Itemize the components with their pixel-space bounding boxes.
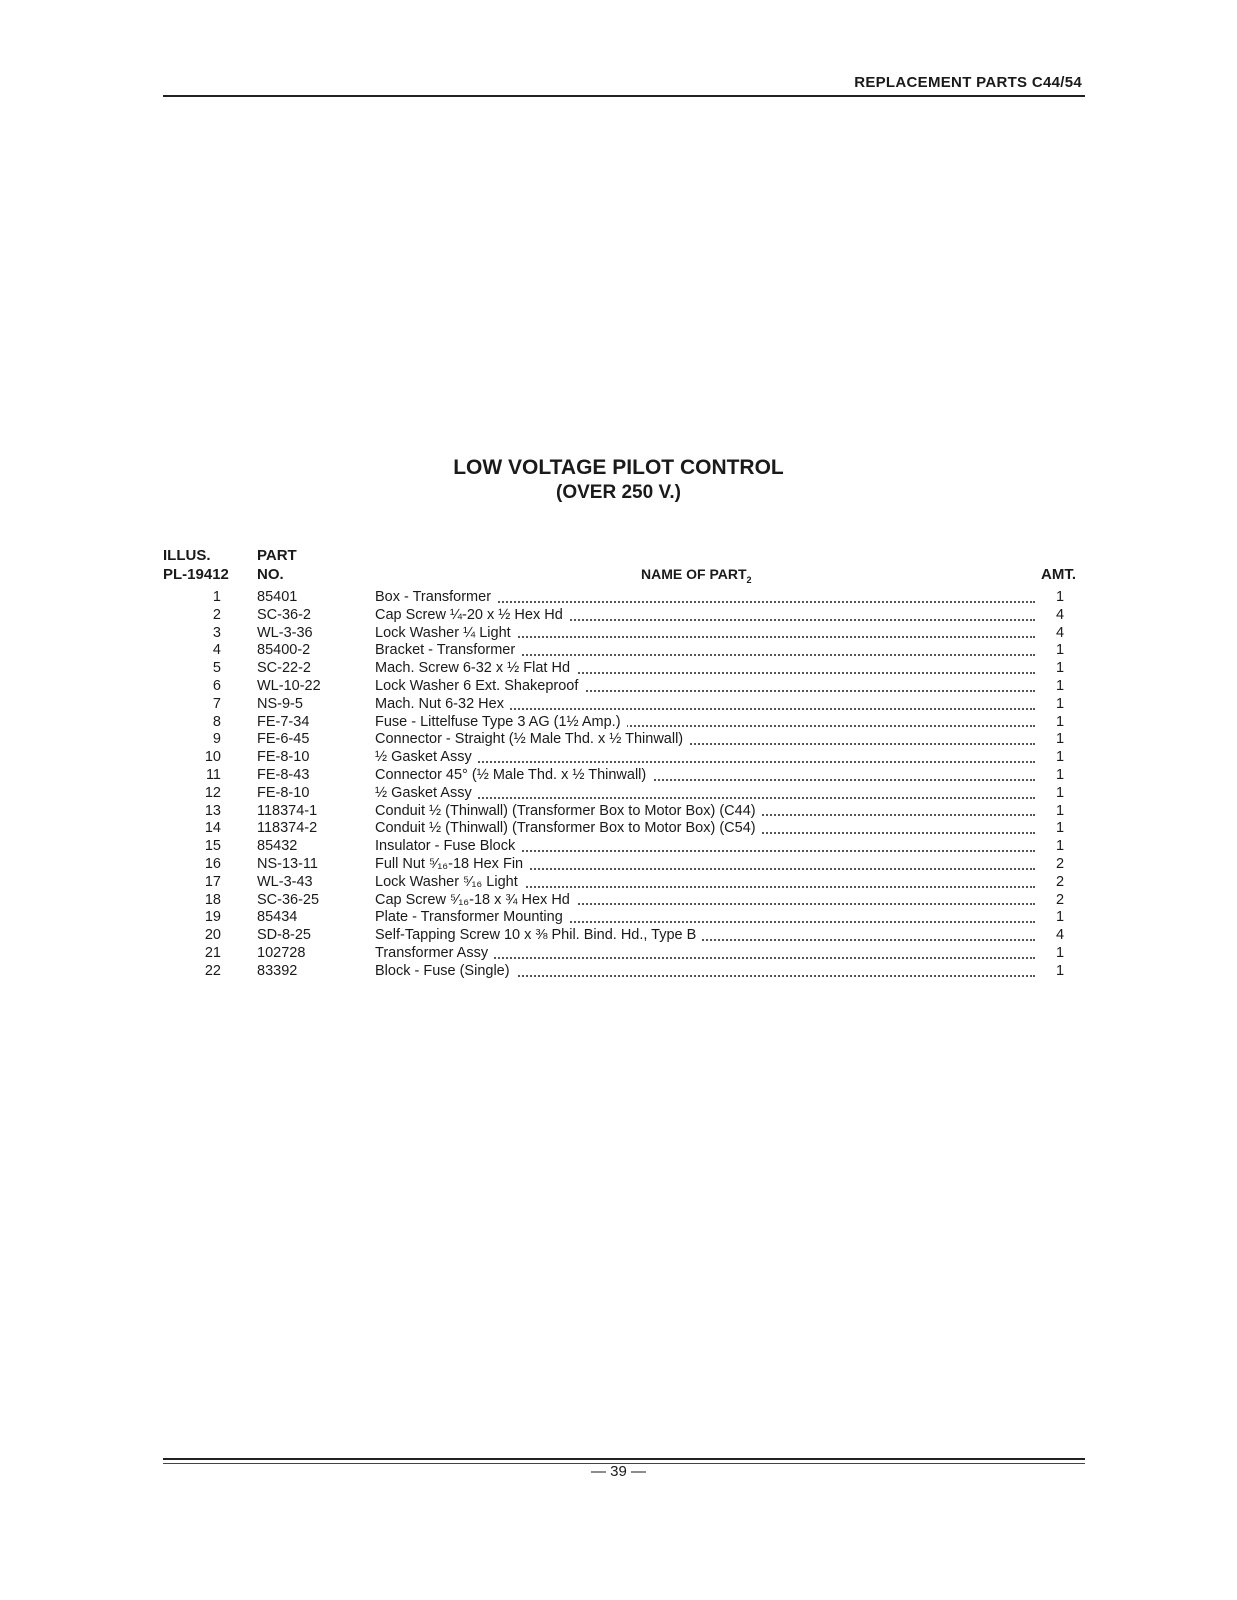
part-number: WL-3-43	[257, 873, 313, 890]
part-number: 85434	[257, 909, 298, 926]
illus-number: 5	[212, 660, 221, 677]
table-row	[0, 589, 1237, 607]
part-name	[375, 856, 1035, 874]
illus-number: 1	[212, 589, 221, 605]
part-amount: 1	[1055, 820, 1065, 837]
part-name-text: Connector - Straight (½ Male Thd. x ½ Thinwall)	[375, 731, 689, 747]
part-name	[375, 714, 1035, 732]
part-number: 102728	[257, 944, 306, 961]
part-name	[375, 678, 1035, 696]
section-title: LOW VOLTAGE PILOT CONTROL	[453, 456, 784, 479]
table-row	[0, 820, 1237, 838]
page-header-title: REPLACEMENT PARTS C44/54	[854, 74, 1082, 91]
part-name	[375, 963, 1035, 981]
part-name-text: Mach. Nut 6-32 Hex	[375, 696, 510, 712]
table-row	[0, 660, 1237, 678]
part-number: WL-10-22	[257, 677, 321, 694]
illus-number: 18	[204, 891, 221, 908]
part-name	[375, 642, 1035, 660]
part-name	[375, 909, 1035, 927]
illus-number: 14	[204, 820, 221, 837]
illus-number: 2	[212, 606, 221, 623]
part-amount: 1	[1055, 944, 1065, 961]
part-name-text: Plate - Transformer Mounting	[375, 909, 569, 925]
part-amount: 1	[1055, 909, 1065, 926]
table-row	[0, 856, 1237, 874]
part-name-text: Self-Tapping Screw 10 x ⅜ Phil. Bind. Hd., Type B	[375, 927, 702, 943]
illus-number: 21	[204, 944, 221, 961]
amount-header: AMT.	[1041, 566, 1076, 583]
part-amount: 2	[1055, 873, 1065, 890]
part-name-text: Fuse - Littelfuse Type 3 AG (1½ Amp.)	[375, 714, 627, 730]
part-name	[375, 927, 1035, 945]
part-name	[375, 607, 1035, 625]
table-row	[0, 607, 1237, 625]
part-no-header-line1: PART	[257, 547, 297, 564]
part-number: FE-8-43	[257, 766, 310, 783]
part-amount: 1	[1055, 749, 1065, 766]
part-amount: 4	[1055, 927, 1065, 944]
part-name	[375, 874, 1035, 892]
illus-header-line2: PL-19412	[163, 566, 229, 583]
illus-number: 19	[204, 909, 221, 926]
part-amount: 1	[1055, 677, 1065, 694]
part-amount: 1	[1055, 838, 1065, 855]
part-number: 118374-1	[257, 802, 318, 819]
part-number: 118374-2	[257, 820, 318, 837]
header-rule	[163, 95, 1085, 97]
table-row	[0, 625, 1237, 643]
part-number: WL-3-36	[257, 624, 313, 641]
table-row	[0, 731, 1237, 749]
part-name-text: ½ Gasket Assy	[375, 785, 478, 801]
table-row	[0, 874, 1237, 892]
part-number: FE-7-34	[257, 713, 310, 730]
part-number: 85432	[257, 838, 298, 855]
part-name	[375, 838, 1035, 856]
part-name-text: Mach. Screw 6-32 x ½ Flat Hd	[375, 660, 576, 676]
part-name-text: Block - Fuse (Single)	[375, 963, 516, 979]
illus-number: 13	[204, 802, 221, 819]
illus-number: 12	[204, 784, 221, 801]
part-name	[375, 589, 1035, 607]
part-name-text: Lock Washer 6 Ext. Shakeproof	[375, 678, 584, 694]
part-name	[375, 945, 1035, 963]
part-name-text: Conduit ½ (Thinwall) (Transformer Box to Motor Box) (C54)	[375, 820, 762, 836]
part-name	[375, 892, 1035, 910]
table-row	[0, 785, 1237, 803]
illus-number: 10	[204, 749, 221, 766]
table-row	[0, 642, 1237, 660]
part-name	[375, 767, 1035, 785]
illus-number: 9	[212, 731, 221, 748]
part-amount: 1	[1055, 695, 1065, 712]
illus-number: 17	[204, 873, 221, 890]
part-name	[375, 731, 1035, 749]
table-row	[0, 714, 1237, 732]
part-name-text: Transformer Assy	[375, 945, 494, 961]
part-amount: 2	[1055, 891, 1065, 908]
illus-number: 20	[204, 927, 221, 944]
illus-number: 16	[204, 855, 221, 872]
illus-number: 4	[212, 642, 221, 659]
part-name-text: Box - Transformer	[375, 589, 497, 605]
part-name-text: Connector 45° (½ Male Thd. x ½ Thinwall)	[375, 767, 652, 783]
part-amount: 4	[1055, 606, 1065, 623]
table-row	[0, 945, 1237, 963]
part-number: NS-13-11	[257, 855, 318, 872]
illus-number: 15	[204, 838, 221, 855]
part-name-text: Full Nut ⁵⁄₁₆-18 Hex Fin	[375, 856, 529, 872]
part-amount: 1	[1055, 784, 1065, 801]
table-row	[0, 803, 1237, 821]
table-row	[0, 927, 1237, 945]
table-row	[0, 909, 1237, 927]
part-number: SD-8-25	[257, 927, 311, 944]
part-name-text: Cap Screw ¼-20 x ½ Hex Hd	[375, 607, 569, 623]
illus-number: 6	[212, 677, 221, 694]
footer-rule	[163, 1458, 1085, 1460]
part-name-text: Conduit ½ (Thinwall) (Transformer Box to Motor Box) (C44)	[375, 803, 762, 819]
part-amount: 1	[1055, 713, 1065, 730]
table-row	[0, 678, 1237, 696]
part-name	[375, 820, 1035, 838]
part-name	[375, 625, 1035, 643]
table-row	[0, 696, 1237, 714]
part-name-text: Lock Washer ⁵⁄₁₆ Light	[375, 874, 524, 890]
part-number: SC-36-2	[257, 606, 311, 623]
part-amount: 1	[1055, 766, 1065, 783]
name-of-part-header: NAME OF $PART_2$	[641, 566, 752, 585]
illus-number: 7	[212, 695, 221, 712]
part-number: NS-9-5	[257, 695, 303, 712]
part-number: 83392	[257, 962, 298, 979]
illus-number: 3	[212, 624, 221, 641]
part-name-text: Bracket - Transformer	[375, 642, 521, 658]
part-name-text: Insulator - Fuse Block	[375, 838, 521, 854]
part-amount: 1	[1055, 731, 1065, 748]
illus-header-line1: ILLUS.	[163, 547, 211, 564]
section-subtitle: (OVER 250 V.)	[556, 482, 681, 503]
parts-list	[0, 589, 1237, 981]
part-name	[375, 785, 1035, 803]
page-number: — 39 —	[590, 1463, 647, 1480]
table-row	[0, 767, 1237, 785]
part-name-text: Lock Washer ¼ Light	[375, 625, 517, 641]
part-amount: 1	[1055, 642, 1065, 659]
part-amount: 1	[1055, 962, 1065, 979]
part-name	[375, 749, 1035, 767]
illus-number: 11	[205, 766, 221, 783]
part-name	[375, 696, 1035, 714]
part-number: SC-36-25	[257, 891, 320, 908]
part-no-header-line2: NO.	[257, 566, 284, 583]
part-amount: 1	[1055, 660, 1065, 677]
part-name	[375, 803, 1035, 821]
part-name-text: ½ Gasket Assy	[375, 749, 478, 765]
name-of-part-header-subscript: 2	[746, 574, 752, 585]
part-number: SC-22-2	[257, 660, 311, 677]
part-name	[375, 660, 1035, 678]
table-row	[0, 838, 1237, 856]
table-row	[0, 963, 1237, 981]
illus-number: 8	[212, 713, 221, 730]
illus-number: 22	[204, 962, 221, 979]
part-name-text: Cap Screw ⁵⁄₁₆-18 x ¾ Hex Hd	[375, 892, 576, 908]
part-number: 85401	[257, 589, 298, 605]
table-row	[0, 749, 1237, 767]
part-number: FE-8-10	[257, 749, 310, 766]
part-amount: 2	[1055, 855, 1065, 872]
table-row	[0, 892, 1237, 910]
part-amount: 4	[1055, 624, 1065, 641]
part-amount: 1	[1055, 589, 1065, 605]
part-number: 85400-2	[257, 642, 311, 659]
part-number: FE-6-45	[257, 731, 310, 748]
part-amount: 1	[1055, 802, 1065, 819]
part-number: FE-8-10	[257, 784, 310, 801]
